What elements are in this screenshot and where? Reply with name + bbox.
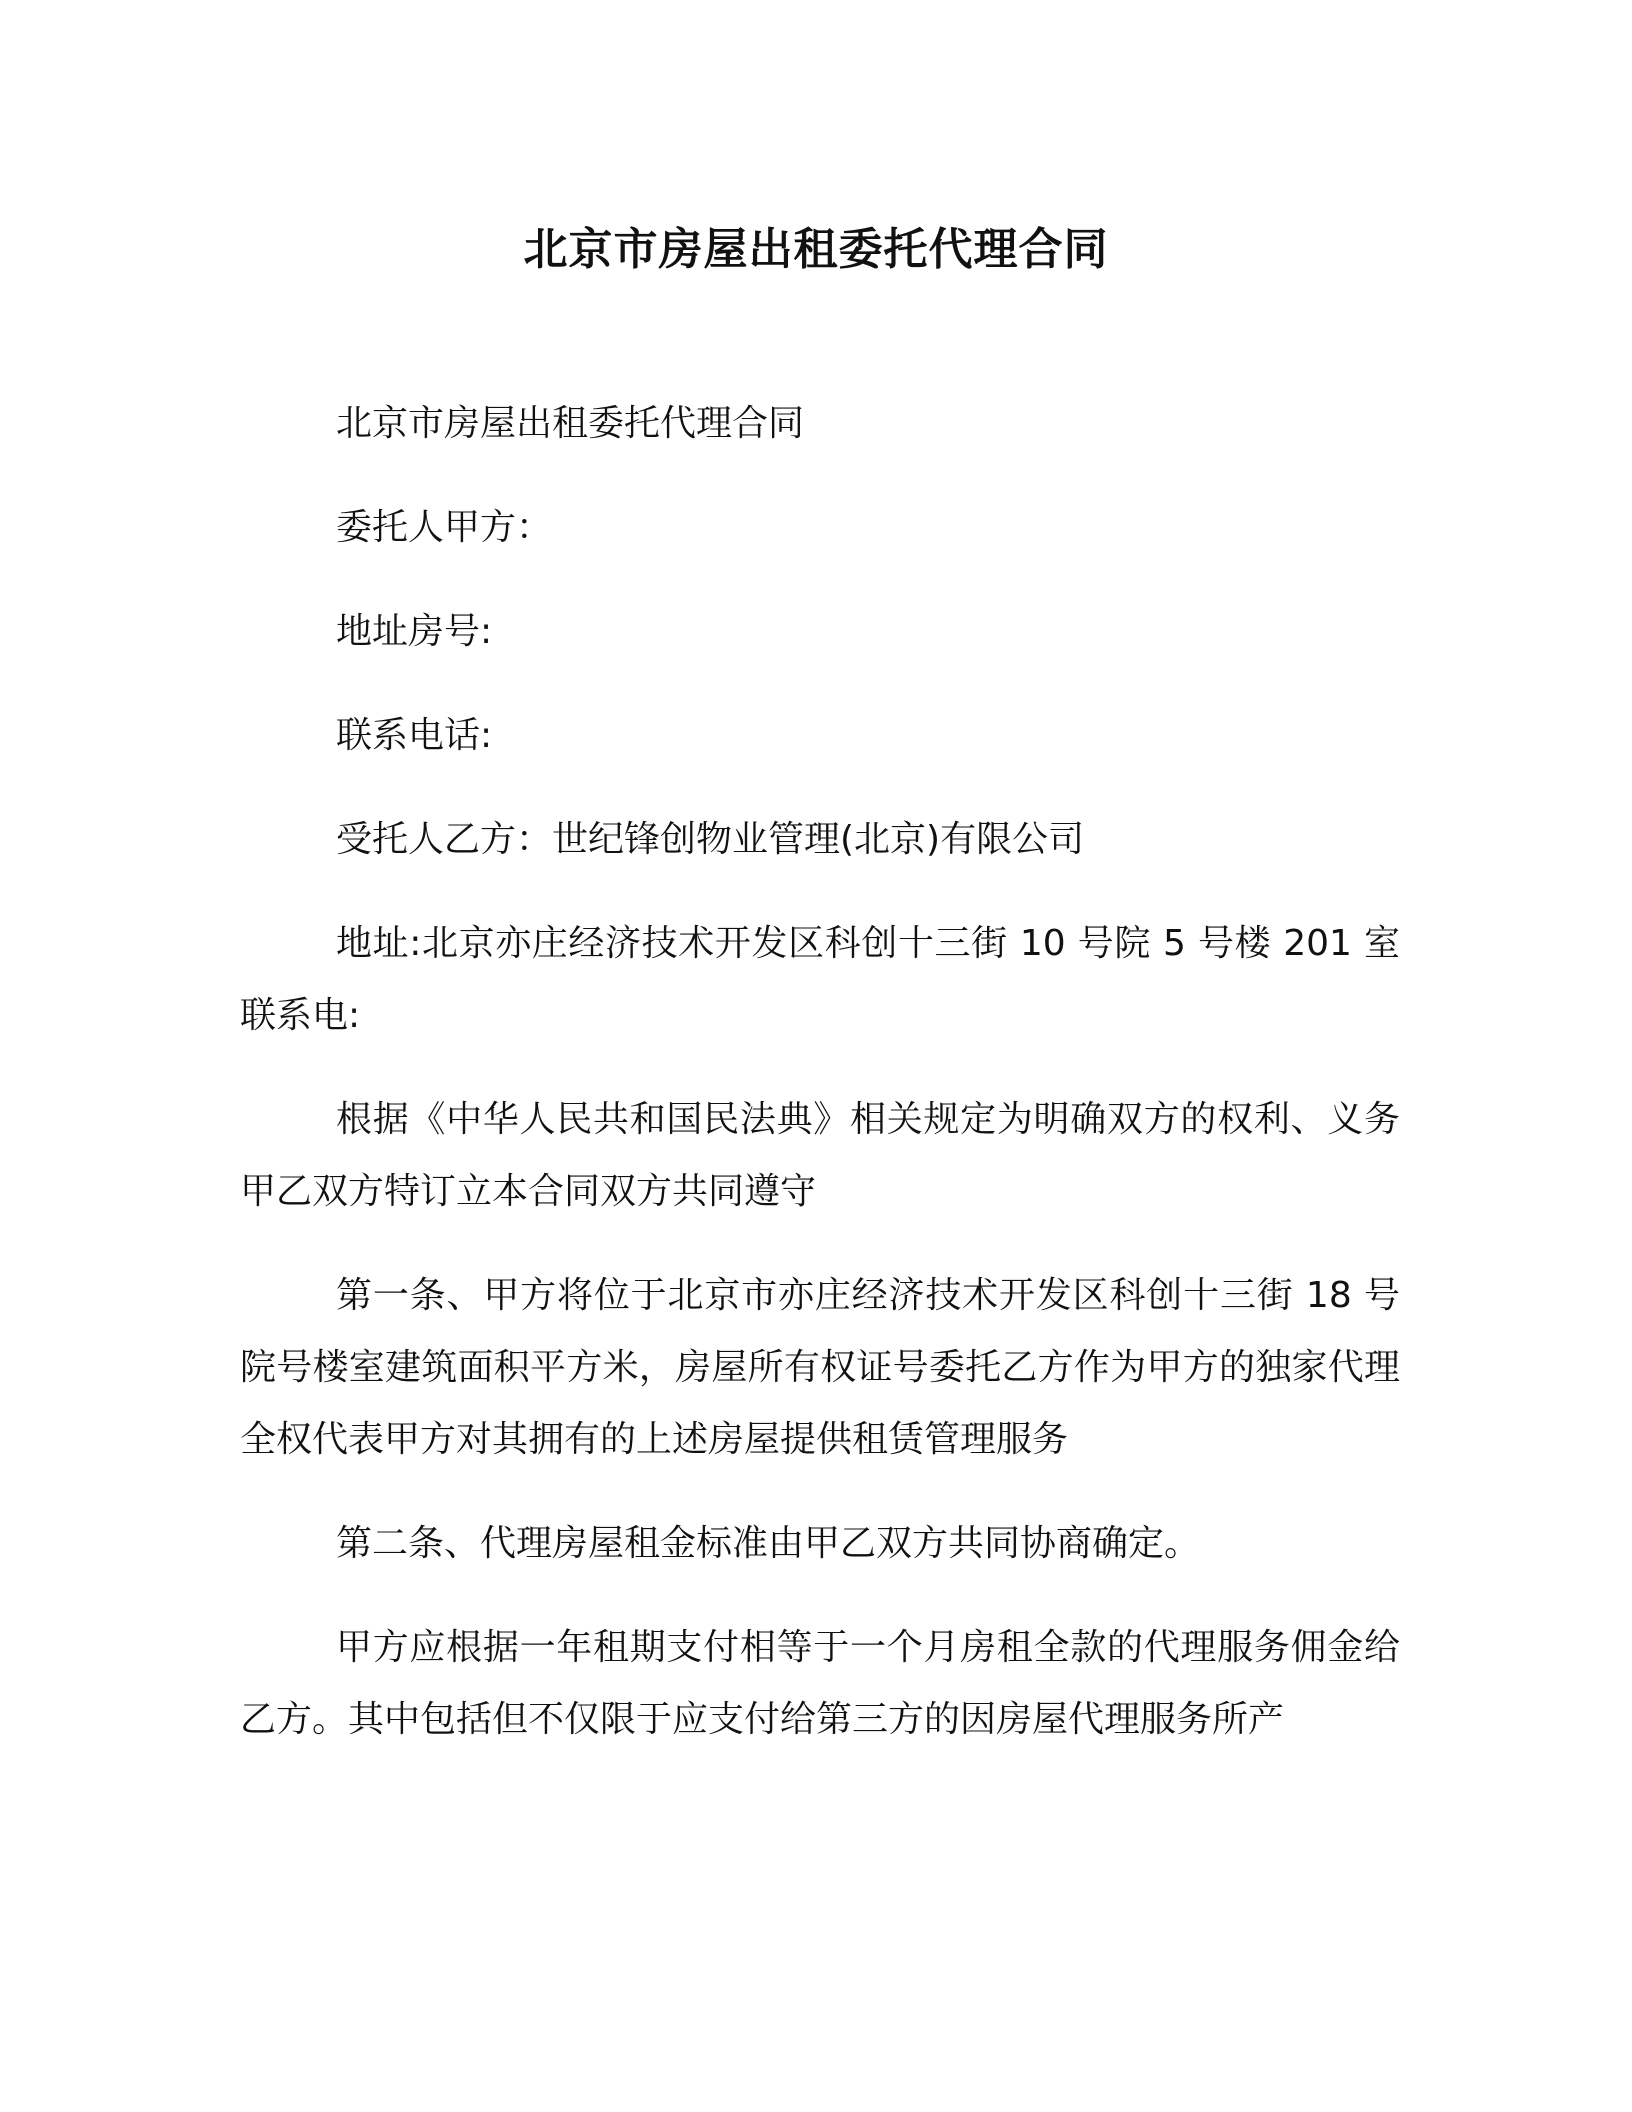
paragraph-party-a-phone: 联系电话: — [336, 715, 493, 756]
document-body — [240, 388, 1400, 1756]
paragraph-commission: 甲方应根据一年租期支付相等于一个月房租全款的代理服务佣金给乙方。其中包括但不仅限于应支付给第三方的因房屋代理服务所产 — [240, 1627, 1400, 1740]
paragraph-party-a-address: 地址房号: — [336, 611, 493, 652]
paragraph-article-2: 第二条、代理房屋租金标准由甲乙双方共同协商确定。 — [336, 1523, 1201, 1564]
paragraph-party-a: 委托人甲方： — [336, 507, 553, 548]
paragraph-heading: 北京市房屋出租委托代理合同 — [336, 403, 805, 444]
paragraph-article-1: 第一条、甲方将位于北京市亦庄经济技术开发区科创十三街 18 号院号楼室建筑面积平方米，房屋所有权证号委托乙方作为甲方的独家代理全权代表甲方对其拥有的上述房屋提供租赁管理服务 — [240, 1275, 1400, 1460]
paragraph-preamble: 根据《中华人民共和国民法典》相关规定为明确双方的权利、义务甲乙双方特订立本合同双方共同遵守 — [240, 1099, 1400, 1212]
paragraph-party-b-address: 地址:北京亦庄经济技术开发区科创十三街 10 号院 5 号楼 201 室联系电: — [240, 923, 1400, 1036]
paragraph-party-b: 受托人乙方：世纪锋创物业管理(北京)有限公司 — [336, 819, 1085, 860]
document-title: 北京市房屋出租委托代理合同 — [523, 224, 1109, 275]
